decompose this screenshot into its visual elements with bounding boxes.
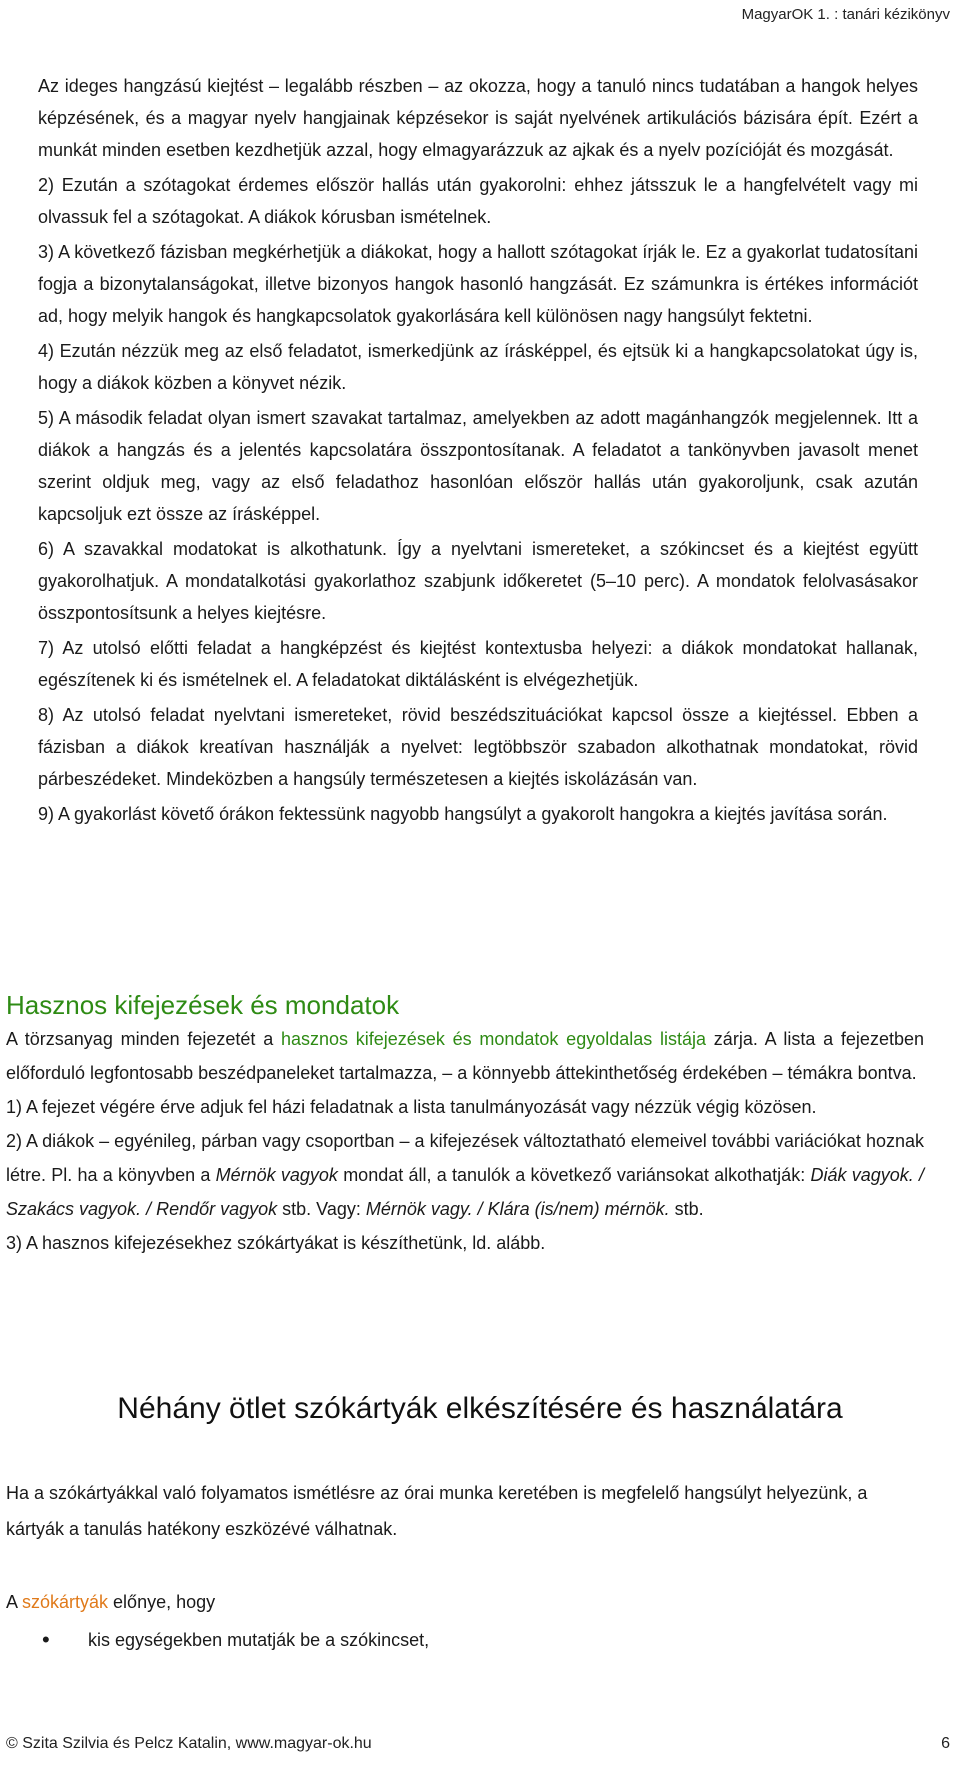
word-cards-highlight: szókártyák [22,1592,109,1612]
list-item-text: kis egységekben mutatják be a szókincset, [88,1630,430,1650]
paragraph-step-5: 5) A második feladat olyan ismert szavakat tartalmaz, amelyekben az adott magánhangzók megjelennek. Itt a diákok a hangzás és a jelentés kapcsolatára összpontosítanak. A feladatot a tankönyvben javasolt menet szerint oldjuk meg, vagy az első feladathoz hasonlóan először hallás után gyakoroljunk, csak azután kapcsoljuk ezt össze az írásképpel. [38,408,918,524]
paragraph-step-9: 9) A gyakorlást követő órákon fektessünk nagyobb hangsúlyt a gyakorolt hangokra a kiejtés javítása során. [38,804,888,824]
section-heading-useful-expressions: Hasznos kifejezések és mondatok [6,990,400,1020]
paragraph-step-6: 6) A szavakkal modatokat is alkothatunk. Így a nyelvtani ismereteket, a szókincset és a kiejtést együtt gyakorolhatjuk. A mondatalkotási gyakorlathoz szabjunk időkeretet (5–10 perc). A mondatok felolvasásakor összpontosítsunk a helyes kiejtésre. [38,539,918,623]
page-number: 6 [941,1735,950,1752]
paragraph-intro: Az ideges hangzású kiejtést – legalább részben – az okozza, hogy a tanuló nincs tudatában a hangok helyes képzésének, és a magyar nyelv hangjainak képzésekor is saját nyelvének artikulációs bázisára épít. Ezért a munkát minden esetben kezdhetjük azzal, hogy elmagyarázzuk az ajkak és a nyelv pozícióját és mozgását. [38,76,918,160]
example-variants: Diák vagyok. / Szakács vagyok. / Rendőr vagyok [6,1165,924,1219]
text-span: A törzsanyag minden fejezetét a [6,1029,281,1049]
text-span: A [6,1592,23,1612]
paragraph-step-4: 4) Ezután nézzük meg az első feladatot, ismerkedjünk az írásképpel, és ejtsük ki a hangkapcsolatokat úgy is, hogy a diákok közben a könyvet nézik. [38,341,918,393]
word-cards-advantage [6,1586,215,1618]
text-span: mondat áll, a tanulók a következő variánsokat alkothatják: [337,1165,811,1185]
paragraph-step-3: 3) A következő fázisban megkérhetjük a diákokat, hogy a hallott szótagokat írják le. Ez a gyakorlat tudatosítani fogja a bizonytalanságokat, illetve bizonyos hangok hasonló hangzását. Ez számunkra is értékes információt ad, hogy melyik hangok és hangkapcsolatok gyakorlására kell különösen nagy hangsúlyt fektetni. [38,242,918,326]
useful-paragraph-1 [6,1022,924,1090]
text-span: előnye, hogy [108,1592,216,1612]
paragraph-step-8: 8) Az utolsó feladat nyelvtani ismereteket, rövid beszédszituációkat kapcsol össze a kiejtéssel. Ebben a fázisban a diákok kreatívan használják a nyelvet: legtöbbször szabadon alkothatnak mondatokat, rövid párbeszédeket. Mindeközben a hangsúly természetesen a kiejtés iskolázásán van. [38,705,918,789]
bullet-icon: • [42,1627,50,1652]
paragraph-step-2: 2) Ezután a szótagokat érdemes először hallás után gyakorolni: ehhez játsszuk le a hangfelvételt vagy mi olvassuk fel a szótagokat. A diákok kórusban ismételnek. [38,175,918,227]
useful-paragraph-2: 1) A fejezet végére érve adjuk fel házi feladatnak a lista tanulmányozását vagy nézzük végig közösen. [6,1097,817,1117]
running-header: MagyarOK 1. : tanári kézikönyv [741,6,950,23]
section-heading-word-cards: Néhány ötlet szókártyák elkészítésére és használatára [117,1392,843,1425]
useful-paragraph-3 [6,1124,924,1226]
footer-copyright: © Szita Szilvia és Pelcz Katalin, www.magyar-ok.hu [6,1735,372,1752]
example-sentence: Mérnök vagyok [215,1165,338,1185]
word-cards-intro-text: Ha a szókártyákkal való folyamatos ismétlésre az órai munka keretében is megfelelő hangsúlyt helyezünk, a kártyák a tanulás hatékony eszközévé válhatnak. [6,1483,868,1539]
useful-list-link: hasznos kifejezések és mondatok egyoldalas listája [280,1029,707,1049]
useful-expressions-section [6,1022,924,1260]
text-span: stb. [669,1199,704,1219]
method-steps [38,70,918,833]
useful-paragraph-4: 3) A hasznos kifejezésekhez szókártyákat is készíthetünk, ld. alább. [6,1233,546,1253]
paragraph-step-7: 7) Az utolsó előtti feladat a hangképzést és kiejtést kontextusba helyezi: a diákok mondatokat hallanak, egészítenek ki és ismételnek el. A feladatokat diktálásként is elvégezhetjük. [38,638,918,690]
word-cards-intro [6,1475,924,1547]
text-span: zárja. A lista a fejezetben előforduló legfontosabb beszédpaneleket tartalmazza, – a könnyebb áttekinthetőség érdekében – témákra bontva. [6,1029,924,1083]
example-variants-2: Mérnök vagy. / Klára (is/nem) mérnök. [365,1199,670,1219]
text-span: stb. Vagy: [277,1199,366,1219]
list-item [42,1624,429,1656]
text-span: 2) A diákok – egyénileg, párban vagy csoportban – a kifejezések változtatható elemeivel további variációkat hoznak létre. Pl. ha a könyvben a [6,1131,924,1185]
